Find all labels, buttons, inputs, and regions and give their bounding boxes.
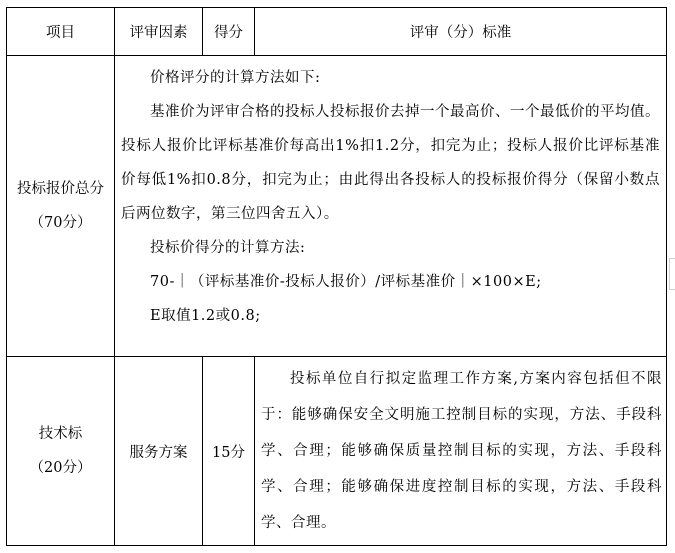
price-item-points: （70分）	[29, 215, 92, 231]
header-item: 项目	[7, 8, 115, 56]
header-standard: 评审（分）标准	[255, 8, 667, 56]
price-item-title: 投标报价总分	[17, 181, 104, 197]
price-item-cell	[7, 56, 115, 357]
tech-row	[7, 357, 667, 546]
tech-factor-cell: 服务方案	[115, 357, 203, 546]
tech-standard-cell	[255, 357, 667, 546]
page-edge-marker	[669, 258, 675, 290]
price-row	[7, 56, 667, 357]
tech-item-points: （20分）	[29, 460, 92, 476]
header-row	[7, 8, 667, 56]
price-method-intro: 价格评分的计算方法如下:	[150, 70, 321, 86]
price-formula-intro: 投标价得分的计算方法:	[150, 240, 306, 256]
tech-item-cell	[7, 357, 115, 546]
price-e-value: E取值1.2或0.8;	[150, 308, 261, 324]
header-factor: 评审因素	[115, 8, 203, 56]
tech-score-cell: 15分	[203, 357, 255, 546]
price-baseline-rule: 基准价为评审合格的投标人投标报价去掉一个最高价、一个最低价的平均值。投标人报价比评标基准价每高出1%扣1.2分，扣完为止；投标人报价比评标基准价每低1%扣0.8分，扣完为止；由此得出各投标人的投标报价得分（保留小数点后两位数字，第三位四舍五入）。	[121, 104, 660, 222]
tech-standard-text: 投标单位自行拟定监理工作方案,方案内容包括但不限于：能够确保安全文明施工控制目标的实现，方法、手段科学、合理；能够确保质量控制目标的实现，方法、手段科学、合理；能够确保进度控制目标的实现，方法、手段科学、合理。	[261, 371, 662, 531]
tech-item-title: 技术标	[38, 426, 83, 442]
scoring-table	[6, 7, 667, 546]
price-formula: 70-｜（评标基准价-投标人报价）/评标基准价｜×100×E;	[150, 274, 542, 290]
header-score: 得分	[203, 8, 255, 56]
price-standard-cell	[115, 56, 667, 357]
